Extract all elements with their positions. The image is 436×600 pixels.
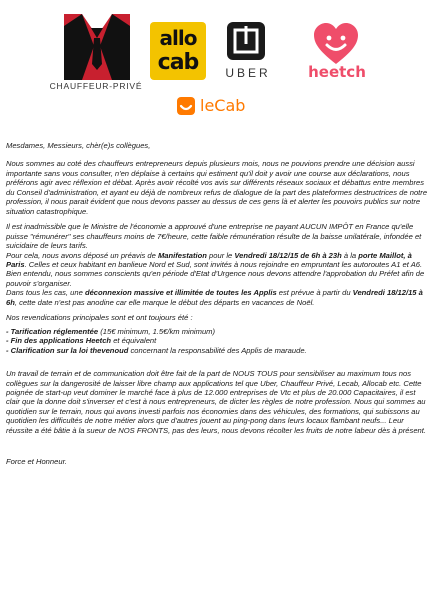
allocab-word-1: allo [159, 26, 197, 50]
manif-text-3: à la [341, 250, 359, 260]
salutation: Mesdames, Messieurs, chèr(e)s collègues, [6, 141, 151, 150]
uber-wordmark: UBER [225, 66, 271, 80]
chauffeur-prive-logo [52, 14, 142, 80]
chauffeur-prive-wordmark: CHAUFFEUR-PRIVÉ [49, 81, 143, 91]
paragraph-manifestation [6, 251, 431, 270]
uber-logo [227, 22, 265, 60]
allocab-word-2: cab [157, 50, 199, 75]
manif-text-1: Pour cela, nous avons déposé un préavis de [6, 250, 158, 260]
disc-action: déconnexion massive et illimitée de toutes les Applis [84, 288, 277, 298]
heetch-wordmark: heetch [308, 63, 366, 81]
paragraph-disconnection [6, 288, 431, 307]
disc-date: Vendredi 18/12/15 à 6h [6, 288, 423, 307]
paragraph-demands-intro: Nos revendications principales sont et ont toujours été : [6, 313, 193, 323]
letter-body [6, 141, 431, 467]
demand-item [6, 346, 431, 355]
disc-text-1: Dans tous les cas, une [6, 288, 85, 298]
paragraph-minister: Il est inadmissible que le Ministre de l'économie a approuvé d'une entreprise ne payant AUCUN IMPÔT en France qu'elle puisse "rémunérer" ses chauffeurs moins de 7€/heure, cette faible rémunération résulte de la baisse unilatérale, infondée et suicidaire de leurs tarifs. [6, 222, 422, 251]
demand-title: - Fin des applications Heetch [6, 336, 112, 346]
demand-item [6, 336, 431, 345]
allocab-logo [150, 22, 206, 80]
demand-detail: concernant la responsabilité des Applis de maraude. [128, 345, 307, 355]
manif-place: porte Maillot, à Paris [6, 250, 412, 269]
paragraph-emergency: Bien entendu, nous sommes conscients qu'en période d'Etat d'Urgence nous devons attendre l'approbation du Préfet afin de pouvoir s'organiser. [6, 269, 425, 288]
disc-text-3: , cette date n'est pas anodine car elle marque le début des départs en vacances de Noël. [14, 297, 315, 307]
lecab-wordmark: leCab [200, 96, 246, 115]
demand-item [6, 327, 431, 336]
manif-label: Manifestation [157, 250, 207, 260]
manif-date: Vendredi 18/12/15 de 6h à 23h [234, 250, 342, 260]
uber-mark-icon [227, 22, 265, 60]
demand-detail: et équivalent [111, 336, 157, 346]
demand-title: - Clarification sur la loi thevenoud [6, 345, 129, 355]
lecab-icon [176, 96, 196, 116]
demand-detail: (15€ minimum, 1.5€/km minimum) [98, 326, 216, 336]
demand-title: - Tarification réglementée [6, 326, 99, 336]
manif-text-4: . Celles et ceux habitant en banlieue Nord et Sud, sont invités à nous rejoindre en empruntant les autoroutes A1 et A6. [24, 259, 423, 269]
closing-signature: Force et Honneur. [6, 457, 67, 467]
partner-logos [0, 0, 436, 125]
heetch-heart-icon [312, 22, 360, 66]
demands-list [6, 327, 431, 355]
paragraph-intro: Nous sommes au coté des chauffeurs entrepreneurs depuis plusieurs mois, nous ne pouvions prendre une décision aussi importante sans vous consulter, n'en déplaise à certains qui estiment qu'il doit y avoir une course aux déclarations, nous préférons agir avec réflexion et débat. Après avoir récolté vos avis sur différents réseaux sociaux et débattus entre membres du Conseil d'administration, et ayant eu déjà de nombreux refus de dialogue de la part des plateformes destructrices de notre profession, il nous parait évident que nous devons passer au dessus de ces gens là et alerter les pouvoirs publics sur notre situation catastrophique. [6, 159, 428, 216]
paragraph-call-to-action: Un travail de terrain et de communication doit être fait de la part de NOUS TOUS pour sensibiliser au maximum tous nos collègues sur la dangerosité de laisser libre champ aux applications tel que Uber, Chauffeur Privé, Lecab, Allocab etc. Cette poignée de start-up veut dominer le marché face à plus de 12.000 entreprises de Vtc et plus de 20.000 Capacitaires, il est clair que la donne doit s'inverser et c'est à nous entrepreneurs, de dicter les règles de notre profession. Nous qui sommes au quotidien sur le terrain, nous qui avons investi parfois nos économies dans des véhicules, des formations, qui subissons au quotidien les difficultés de notre métier alors que d'autres jouent au ping-pong dans leurs locaux flambant neufs... Leur réussite a été bâtie à la sueur de NOS FRONTS, pas des leurs, nous devons récolter les fruits de notre labeur dès à présent. [6, 369, 426, 435]
manif-text-2: pour le [206, 250, 235, 260]
disc-text-2: est prévue à partir du [276, 288, 353, 298]
